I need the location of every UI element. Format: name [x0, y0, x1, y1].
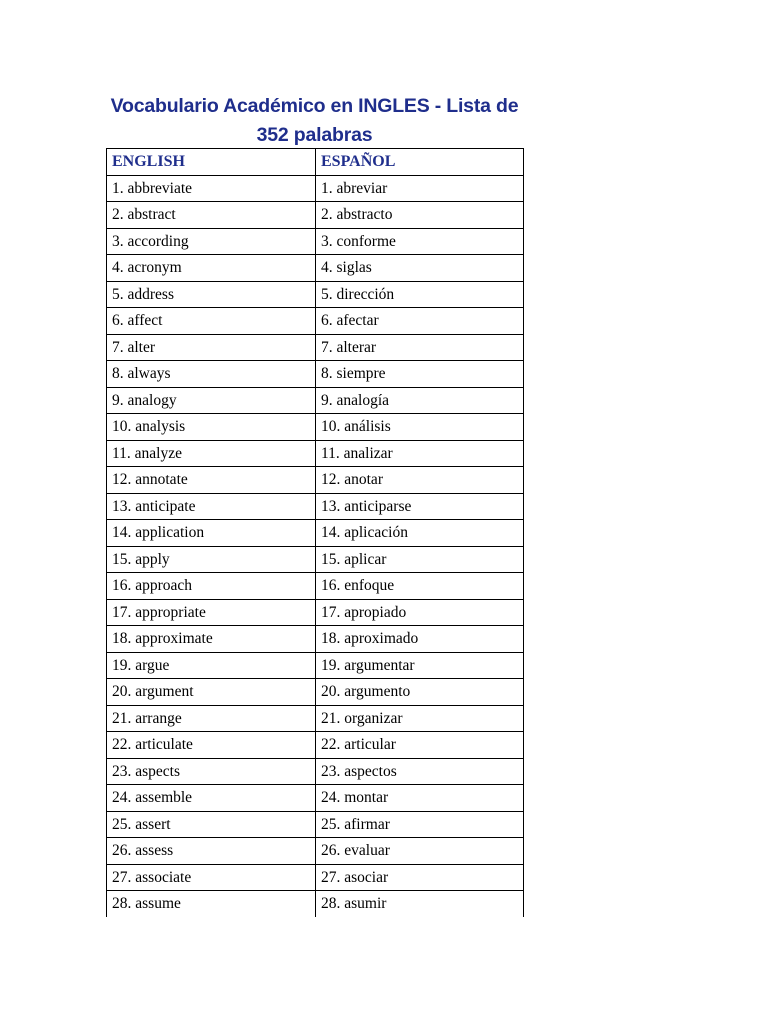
spanish-word-cell: 25. afirmar [316, 811, 524, 838]
english-word-cell: 22. articulate [107, 732, 316, 759]
table-row [107, 652, 524, 679]
spanish-word-cell: 7. alterar [316, 334, 524, 361]
spanish-word-cell: 27. asociar [316, 864, 524, 891]
english-word-cell: 23. aspects [107, 758, 316, 785]
spanish-word-cell: 22. articular [316, 732, 524, 759]
english-word-cell: 20. argument [107, 679, 316, 706]
table-row [107, 864, 524, 891]
spanish-word-cell: 12. anotar [316, 467, 524, 494]
english-word-cell: 21. arrange [107, 705, 316, 732]
spanish-word-cell: 16. enfoque [316, 573, 524, 600]
table-row [107, 891, 524, 917]
header-espanol: ESPAÑOL [316, 149, 524, 176]
table-row [107, 546, 524, 573]
page-title: Vocabulario Académico en INGLES - Lista de 352 palabras [110, 95, 519, 146]
table-row [107, 414, 524, 441]
table-row [107, 228, 524, 255]
spanish-word-cell: 1. abreviar [316, 175, 524, 202]
table-row [107, 732, 524, 759]
spanish-word-cell: 3. conforme [316, 228, 524, 255]
table-row [107, 838, 524, 865]
table-row [107, 387, 524, 414]
table-row [107, 308, 524, 335]
spanish-word-cell: 28. asumir [316, 891, 524, 917]
spanish-word-cell: 26. evaluar [316, 838, 524, 865]
english-word-cell: 10. analysis [107, 414, 316, 441]
english-word-cell: 3. according [107, 228, 316, 255]
spanish-word-cell: 11. analizar [316, 440, 524, 467]
table-row [107, 281, 524, 308]
english-word-cell: 25. assert [107, 811, 316, 838]
spanish-word-cell: 13. anticiparse [316, 493, 524, 520]
english-word-cell: 27. associate [107, 864, 316, 891]
header-english: ENGLISH [107, 149, 316, 176]
spanish-word-cell: 24. montar [316, 785, 524, 812]
english-word-cell: 19. argue [107, 652, 316, 679]
table-row [107, 361, 524, 388]
english-word-cell: 8. always [107, 361, 316, 388]
table-row [107, 785, 524, 812]
table-body [107, 175, 524, 917]
table-row [107, 811, 524, 838]
vocabulary-table [106, 148, 524, 917]
spanish-word-cell: 5. dirección [316, 281, 524, 308]
english-word-cell: 6. affect [107, 308, 316, 335]
english-word-cell: 24. assemble [107, 785, 316, 812]
table-row [107, 440, 524, 467]
spanish-word-cell: 2. abstracto [316, 202, 524, 229]
english-word-cell: 13. anticipate [107, 493, 316, 520]
table-row [107, 520, 524, 547]
table-row [107, 626, 524, 653]
english-word-cell: 5. address [107, 281, 316, 308]
english-word-cell: 18. approximate [107, 626, 316, 653]
english-word-cell: 2. abstract [107, 202, 316, 229]
spanish-word-cell: 9. analogía [316, 387, 524, 414]
english-word-cell: 16. approach [107, 573, 316, 600]
english-word-cell: 26. assess [107, 838, 316, 865]
spanish-word-cell: 23. aspectos [316, 758, 524, 785]
spanish-word-cell: 4. siglas [316, 255, 524, 282]
table-row [107, 679, 524, 706]
table-row [107, 334, 524, 361]
english-word-cell: 4. acronym [107, 255, 316, 282]
table-row [107, 202, 524, 229]
table-row [107, 758, 524, 785]
table-header-row [107, 149, 524, 176]
english-word-cell: 7. alter [107, 334, 316, 361]
table-row [107, 705, 524, 732]
english-word-cell: 11. analyze [107, 440, 316, 467]
table-row [107, 599, 524, 626]
spanish-word-cell: 18. aproximado [316, 626, 524, 653]
spanish-word-cell: 8. siempre [316, 361, 524, 388]
english-word-cell: 9. analogy [107, 387, 316, 414]
table-row [107, 467, 524, 494]
spanish-word-cell: 19. argumentar [316, 652, 524, 679]
english-word-cell: 28. assume [107, 891, 316, 917]
english-word-cell: 17. appropriate [107, 599, 316, 626]
spanish-word-cell: 20. argumento [316, 679, 524, 706]
english-word-cell: 1. abbreviate [107, 175, 316, 202]
table-row [107, 493, 524, 520]
spanish-word-cell: 15. aplicar [316, 546, 524, 573]
spanish-word-cell: 10. análisis [316, 414, 524, 441]
english-word-cell: 14. application [107, 520, 316, 547]
table-row [107, 255, 524, 282]
spanish-word-cell: 21. organizar [316, 705, 524, 732]
spanish-word-cell: 17. apropiado [316, 599, 524, 626]
english-word-cell: 12. annotate [107, 467, 316, 494]
english-word-cell: 15. apply [107, 546, 316, 573]
table-row [107, 175, 524, 202]
spanish-word-cell: 6. afectar [316, 308, 524, 335]
table-row [107, 573, 524, 600]
spanish-word-cell: 14. aplicación [316, 520, 524, 547]
